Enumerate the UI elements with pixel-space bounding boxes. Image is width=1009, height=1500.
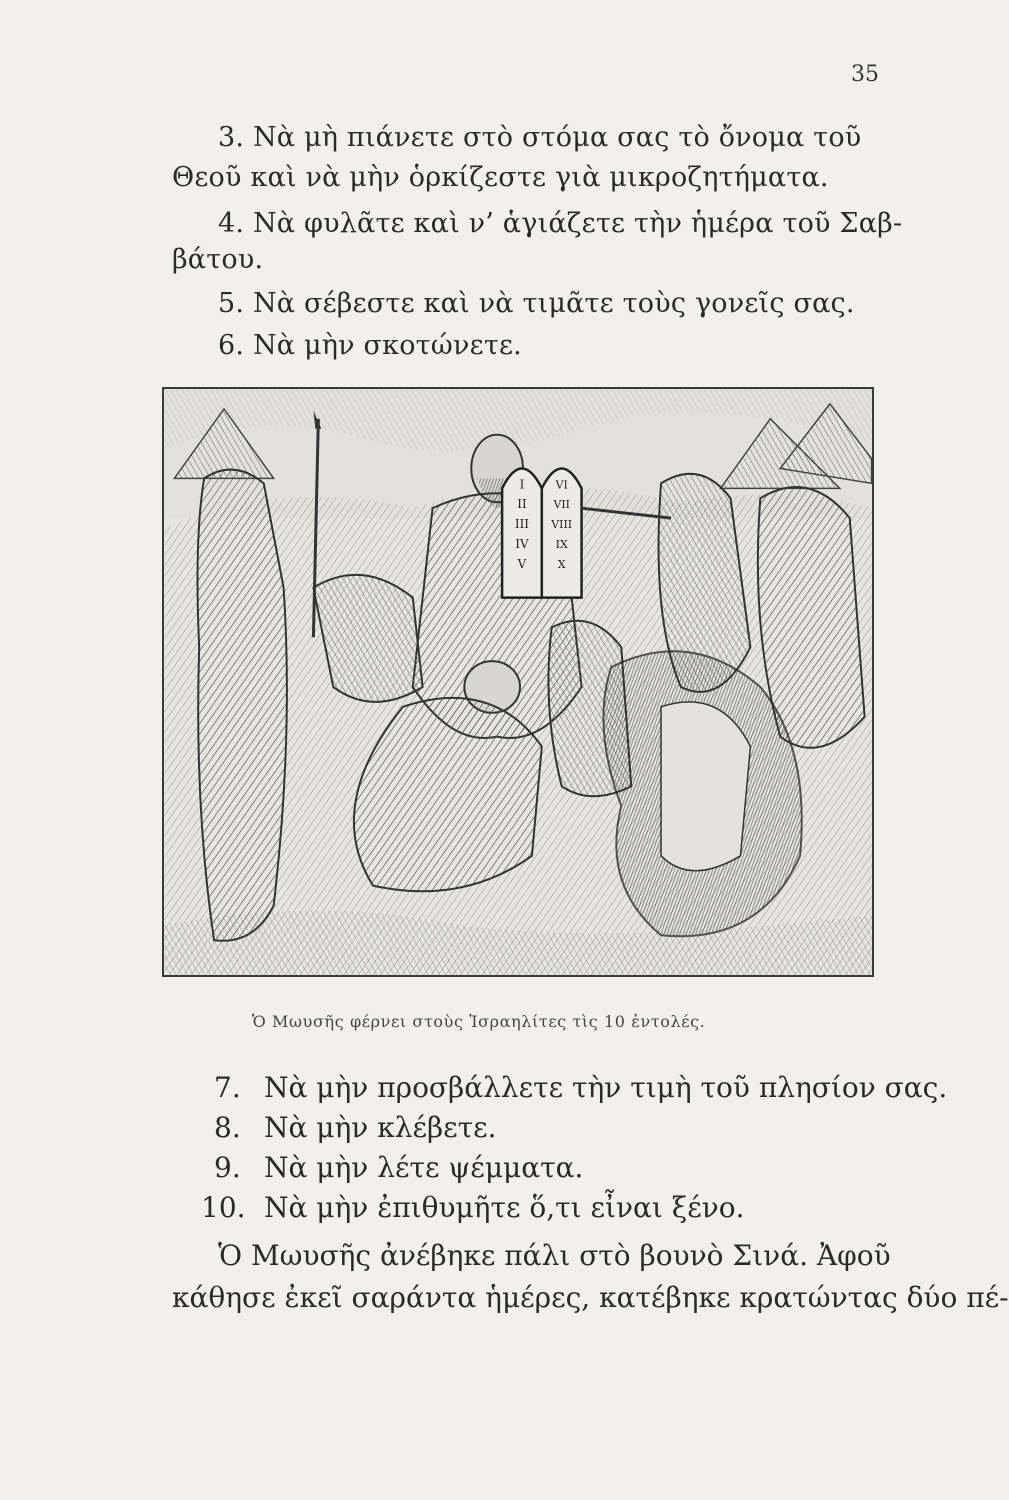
paragraph-narrative-cont: κάθησε ἐκεῖ σαράντα ἡμέρες, κατέβηκε κρατώντας δύο πέ- <box>172 1281 1009 1314</box>
illustration-caption: Ὁ Μωυσῆς φέρνει στοὺς Ἰσραηλίτες τὶς 10 ἐντολές. <box>252 1012 706 1031</box>
tablet-numeral-left-4: IV <box>515 536 529 551</box>
list-item <box>201 1188 744 1228</box>
page-number: 35 <box>851 62 879 87</box>
tablet-numeral-right-2: VII <box>553 498 570 512</box>
list-item-text: Νὰ μὴν προσβάλλετε τὴν τιμὴ τοῦ πλησίον σας. <box>264 1071 948 1104</box>
paragraph-commandment-3-cont: Θεοῦ καὶ νὰ μὴν ὁρκίζεστε γιὰ μικροζητήματα. <box>172 162 829 193</box>
list-item-number: 8. <box>214 1111 241 1144</box>
tablet-numeral-left-2: II <box>517 497 527 512</box>
list-item <box>214 1148 583 1188</box>
engraving-illustration <box>162 387 874 977</box>
figure-left <box>198 470 287 941</box>
tablet-numeral-right-5: X <box>557 557 566 571</box>
tablet-numeral-right-3: VIII <box>551 518 573 532</box>
moses-engraving <box>164 389 872 975</box>
paragraph-commandment-6: 6. Νὰ μὴν σκοτώνετε. <box>218 330 522 361</box>
paragraph-narrative: Ὁ Μωυσῆς ἀνέβηκε πάλι στὸ βουνὸ Σινά. Ἀφοῦ <box>218 1239 891 1272</box>
tablet-numeral-right-4: IX <box>555 537 568 551</box>
tablet-numeral-left-3: III <box>514 517 530 532</box>
list-item-number: 10. <box>201 1191 246 1224</box>
tablet-numeral-left-5: V <box>517 556 527 571</box>
list-item-number: 9. <box>214 1151 241 1184</box>
paragraph-commandment-4-cont: βάτου. <box>172 244 264 275</box>
list-item-text: Νὰ μὴν κλέβετε. <box>264 1111 497 1144</box>
paragraph-commandment-4: 4. Νὰ φυλᾶτε καὶ ν’ ἁγιάζετε τὴν ἡμέρα τοῦ Σαβ- <box>218 208 903 239</box>
paragraph-commandment-5: 5. Νὰ σέβεστε καὶ νὰ τιμᾶτε τοὺς γονεῖς σας. <box>218 288 855 319</box>
list-item <box>214 1068 947 1108</box>
tablet-numeral-left-1: I <box>519 477 525 492</box>
tablet-numeral-right-1: VI <box>555 478 568 492</box>
list-item-text: Νὰ μὴν ἐπιθυμῆτε ὅ,τι εἶναι ξένο. <box>264 1191 745 1224</box>
list-item-text: Νὰ μὴν λέτε ψέμματα. <box>264 1151 584 1184</box>
paragraph-commandment-3: 3. Νὰ μὴ πιάνετε στὸ στόμα σας τὸ ὄνομα τοῦ <box>218 122 862 153</box>
stone-tablets <box>502 468 581 597</box>
list-item <box>214 1108 497 1148</box>
list-item-number: 7. <box>214 1071 241 1104</box>
